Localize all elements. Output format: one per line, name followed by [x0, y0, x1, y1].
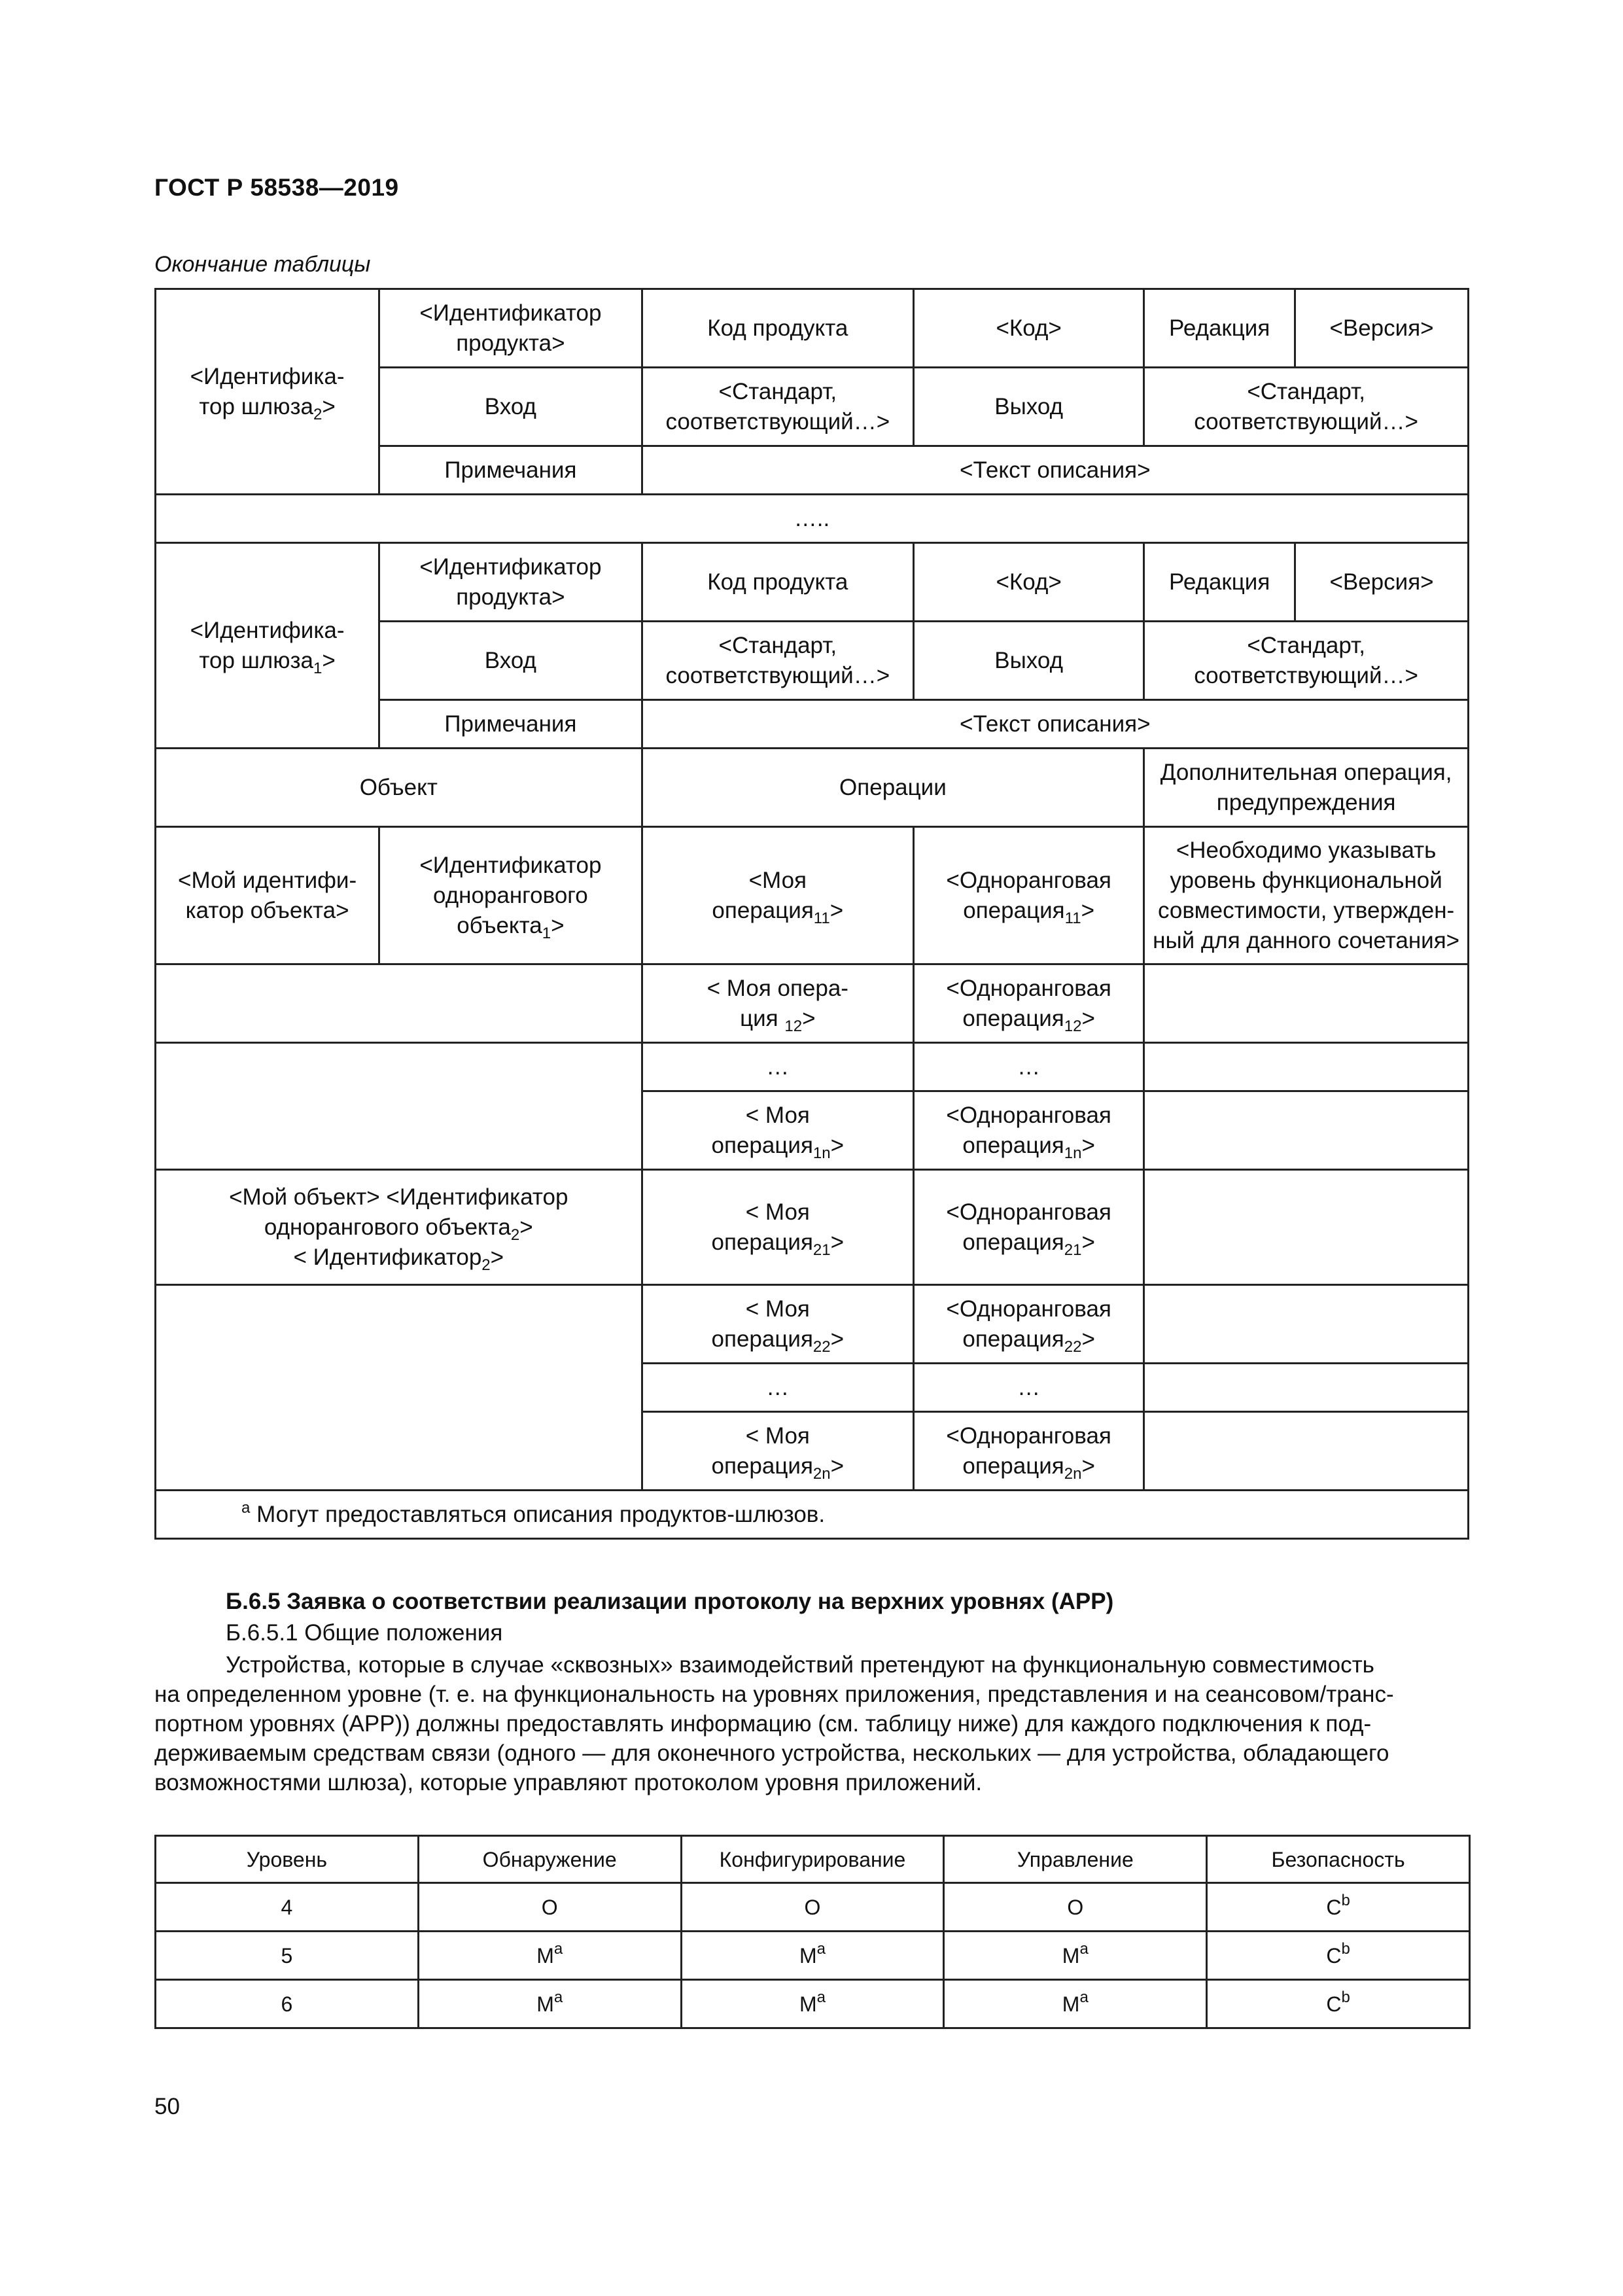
table-row — [156, 1285, 1469, 1364]
security-cell: $C^b$ — [1207, 1883, 1470, 1932]
document-header: ГОСТ Р 58538—2019 — [154, 174, 399, 201]
gateway-id-cell: <Идентифика- тор шлюза$_2$> — [156, 289, 379, 495]
peer-operation-1n: <Одноранговая операция$_{1n}$> — [914, 1091, 1144, 1170]
peer-operation-2n: <Одноранговая операция$_{2n}$> — [914, 1412, 1144, 1491]
discovery-cell: O — [418, 1883, 681, 1932]
code-value: <Код> — [914, 543, 1144, 622]
column-header: Конфигурирование — [681, 1836, 944, 1883]
empty-cell — [156, 1043, 642, 1170]
security-cell: $C^b$ — [1207, 1980, 1470, 2028]
empty-cell — [1144, 1091, 1469, 1170]
mgmt-cell: $M^a$ — [944, 1980, 1207, 2028]
config-cell: $M^a$ — [681, 1980, 944, 2028]
empty-cell — [1144, 1412, 1469, 1491]
levels-table — [154, 1835, 1471, 2029]
mgmt-cell: O — [944, 1883, 1207, 1932]
table-row — [156, 289, 1469, 368]
peer-operation-12: <Одноранговая операция$_{12}$> — [914, 964, 1144, 1043]
my-operation-22: < Моя операция$_{22}$> — [642, 1285, 913, 1364]
object-header: Объект — [156, 749, 642, 827]
empty-cell — [1144, 964, 1469, 1043]
output-value: <Стандарт, соответствующий…> — [1144, 368, 1469, 446]
product-code-label: Код продукта — [642, 289, 913, 368]
my-object-2: <Мой объект> <Идентификатор однорангового объекта$_2$> < Идентификатор$_2$> — [156, 1170, 642, 1285]
security-cell: $C^b$ — [1207, 1932, 1470, 1980]
edition-label: Редакция — [1144, 543, 1295, 622]
config-cell: O — [681, 1883, 944, 1932]
notes-value: <Текст описания> — [642, 700, 1468, 749]
notes-label: Примечания — [379, 446, 642, 495]
table-row — [156, 827, 1469, 964]
table-footnote: $^а$ Могут предоставляться описания продуктов-шлюзов. — [156, 1491, 1469, 1539]
table-row — [156, 495, 1469, 543]
discovery-cell: $M^a$ — [418, 1932, 681, 1980]
gateway-id-cell: <Идентифика- тор шлюза$_1$> — [156, 543, 379, 749]
input-value: <Стандарт, соответствующий…> — [642, 622, 913, 700]
edition-label: Редакция — [1144, 289, 1295, 368]
table-row — [156, 1491, 1469, 1539]
product-id-label: <Идентификатор продукта> — [379, 543, 642, 622]
table-row — [156, 543, 1469, 622]
input-label: Вход — [379, 368, 642, 446]
product-id-label: <Идентификатор продукта> — [379, 289, 642, 368]
table-row — [156, 964, 1469, 1043]
section-title: Б.6.5 Заявка о соответствии реализации протоколу на верхних уровнях (APP) — [226, 1589, 1114, 1614]
table-row — [156, 749, 1469, 827]
operations-header: Операции — [642, 749, 1144, 827]
table-header-row — [156, 1836, 1470, 1883]
peer-object-id: <Идентификатор однорангового объекта$_1$> — [379, 827, 642, 964]
mgmt-cell: $M^a$ — [944, 1932, 1207, 1980]
empty-cell — [156, 964, 642, 1043]
table-row — [156, 1932, 1470, 1980]
ellipsis-row: ….. — [156, 495, 1469, 543]
my-operation-2n: < Моя операция$_{2n}$> — [642, 1412, 913, 1491]
my-operation-1n: < Моя операция$_{1n}$> — [642, 1091, 913, 1170]
version-value: <Версия> — [1295, 543, 1469, 622]
output-label: Выход — [914, 368, 1144, 446]
my-object-id: <Мой идентифи-катор объекта> — [156, 827, 379, 964]
discovery-cell: $M^a$ — [418, 1980, 681, 2028]
page-number: 50 — [154, 2094, 180, 2119]
empty-cell — [1144, 1285, 1469, 1364]
paragraph-line: портном уровнях (APP)) должны предоставлять информацию (см. таблицу ниже) для каждого подключения к под- — [154, 1711, 1372, 1737]
output-label: Выход — [914, 622, 1144, 700]
table-row — [156, 1043, 1469, 1091]
necessity-note: <Необходимо указывать уровень функциональной совместимости, утвержден-ный для данного сочетания> — [1144, 827, 1469, 964]
notes-label: Примечания — [379, 700, 642, 749]
column-header: Уровень — [156, 1836, 419, 1883]
additional-header: Дополнительная операция, предупреждения — [1144, 749, 1469, 827]
peer-operation-22: <Одноранговая операция$_{22}$> — [914, 1285, 1144, 1364]
table-caption: Окончание таблицы — [154, 252, 371, 277]
table-row — [156, 1170, 1469, 1285]
table-row — [156, 1980, 1470, 2028]
paragraph-line: держиваемым средствам связи (одного — для оконечного устройства, нескольких — для устройства, обладающего — [154, 1740, 1389, 1766]
ellipsis-cell: … — [642, 1043, 913, 1091]
paragraph-line: Устройства, которые в случае «сквозных» взаимодействий претендуют на функциональную совместимость — [226, 1652, 1374, 1678]
paragraph-line: на определенном уровне (т. е. на функциональность на уровнях приложения, представления и на сеансовом/транс- — [154, 1682, 1394, 1707]
paragraph — [154, 1650, 1469, 1797]
ellipsis-cell: … — [642, 1364, 913, 1412]
config-cell: $M^a$ — [681, 1932, 944, 1980]
my-operation-11: <Моя операция$_{11}$> — [642, 827, 913, 964]
level-cell: 4 — [156, 1883, 419, 1932]
input-label: Вход — [379, 622, 642, 700]
ellipsis-cell: … — [914, 1364, 1144, 1412]
peer-operation-21: <Одноранговая операция$_{21}$> — [914, 1170, 1144, 1285]
input-value: <Стандарт, соответствующий…> — [642, 368, 913, 446]
protocol-table — [154, 288, 1469, 1540]
my-operation-12: < Моя опера- ция $_{12}$> — [642, 964, 913, 1043]
level-cell: 5 — [156, 1932, 419, 1980]
empty-cell — [1144, 1364, 1469, 1412]
empty-cell — [156, 1285, 642, 1491]
paragraph-line: возможностями шлюза), которые управляют протоколом уровня приложений. — [154, 1770, 983, 1795]
peer-operation-11: <Одноранговая операция$_{11}$> — [914, 827, 1144, 964]
product-code-label: Код продукта — [642, 543, 913, 622]
version-value: <Версия> — [1295, 289, 1469, 368]
empty-cell — [1144, 1043, 1469, 1091]
column-header: Безопасность — [1207, 1836, 1470, 1883]
column-header: Обнаружение — [418, 1836, 681, 1883]
column-header: Управление — [944, 1836, 1207, 1883]
table-row — [156, 1883, 1470, 1932]
output-value: <Стандарт, соответствующий…> — [1144, 622, 1469, 700]
level-cell: 6 — [156, 1980, 419, 2028]
code-value: <Код> — [914, 289, 1144, 368]
my-operation-21: < Моя операция$_{21}$> — [642, 1170, 913, 1285]
subsection-title: Б.6.5.1 Общие положения — [226, 1620, 503, 1646]
empty-cell — [1144, 1170, 1469, 1285]
ellipsis-cell: … — [914, 1043, 1144, 1091]
notes-value: <Текст описания> — [642, 446, 1468, 495]
